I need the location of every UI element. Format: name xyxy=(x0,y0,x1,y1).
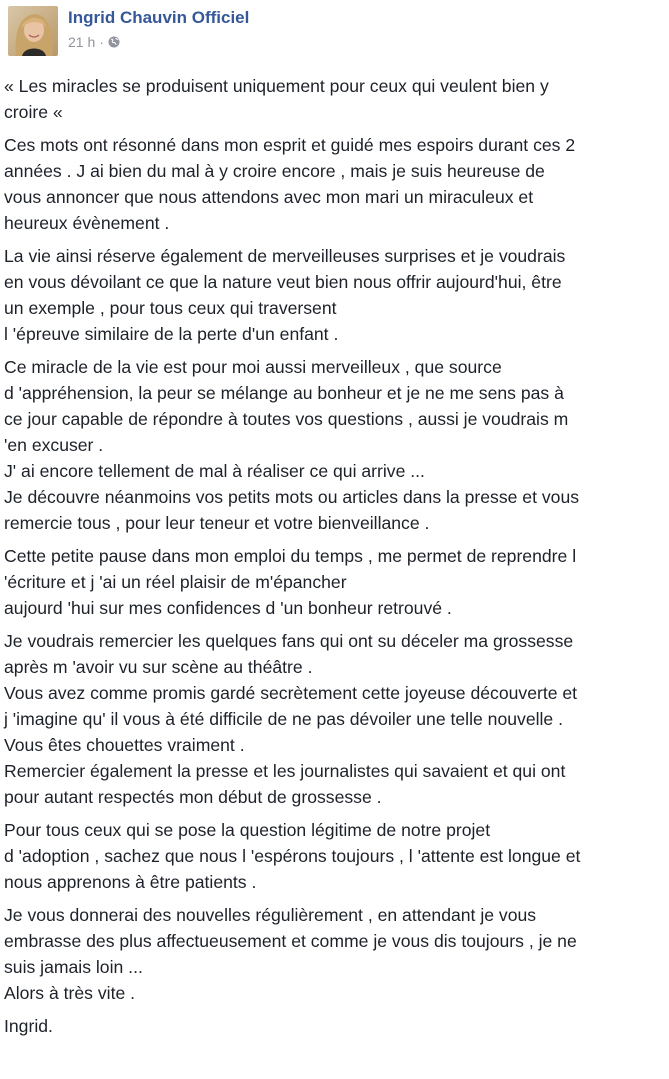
post-paragraph: Je vous donnerai des nouvelles régulièrement , en attendant je vous embrasse des plus affectueusement et comme je vous dis toujours , je ne suis jamais loin ... Alors à très vite . xyxy=(4,905,577,1003)
globe-icon xyxy=(108,36,120,48)
post-paragraph: « Les miracles se produisent uniquement pour ceux qui veulent bien y croire « xyxy=(4,76,549,122)
post-header xyxy=(8,6,249,62)
post-paragraph: La vie ainsi réserve également de merveilleuses surprises et je voudrais en vous dévoilant ce que la nature veut bien nous offrir aujourd'hui, être un exemple , pour tous ceux qui traversent l 'épreuve similaire de la perte d'un enfant . xyxy=(4,246,566,344)
post-meta xyxy=(68,34,249,50)
post-paragraph: Pour tous ceux qui se pose la question légitime de notre projet d 'adoption , sachez que nous l 'espérons toujours , l 'attente est longue et nous apprenons à être patients . xyxy=(4,820,581,892)
post-paragraph: Ce miracle de la vie est pour moi aussi merveilleux , que source d 'appréhension, la peur se mélange au bonheur et je ne me sens pas à ce jour capable de répondre à toutes vos questions , aussi je voudrais m 'en excuser . J' ai encore tellement de mal à réaliser ce qui arrive ... Je découvre néanmoins vos petits mots ou articles dans la presse et vous remercie tous , pour leur teneur et votre bienveillance . xyxy=(4,357,580,533)
post-timestamp[interactable]: 21 h xyxy=(68,34,96,50)
post-paragraph: Ces mots ont résonné dans mon esprit et guidé mes espoirs durant ces 2 années . J ai bien du mal à y croire encore , mais je suis heureuse de vous annoncer que nous attendons avec mon mari un miraculeux et heureux évènement . xyxy=(4,135,576,233)
post-body xyxy=(4,73,664,1046)
post-paragraph: Cette petite pause dans mon emploi du temps , me permet de reprendre l 'écriture et j 'ai un réel plaisir de m'épancher aujourd 'hui sur mes confidences d 'un bonheur retrouvé . xyxy=(4,546,577,618)
post-paragraph: Je voudrais remercier les quelques fans qui ont su déceler ma grossesse après m 'avoir vu sur scène au théâtre . Vous avez comme promis gardé secrètement cette joyeuse découverte et j 'imagine qu' il vous à été difficile de ne pas dévoiler une telle nouvelle . Vous êtes chouettes vraiment . Remercier également la presse et les journalistes qui savaient et qui ont pour autant respectés mon début de grossesse . xyxy=(4,631,578,807)
author-name[interactable]: Ingrid Chauvin Officiel xyxy=(68,8,250,27)
profile-avatar[interactable] xyxy=(8,6,58,56)
header-text xyxy=(68,6,249,50)
meta-separator: · xyxy=(99,34,104,50)
post-paragraph: Ingrid. xyxy=(4,1016,53,1036)
